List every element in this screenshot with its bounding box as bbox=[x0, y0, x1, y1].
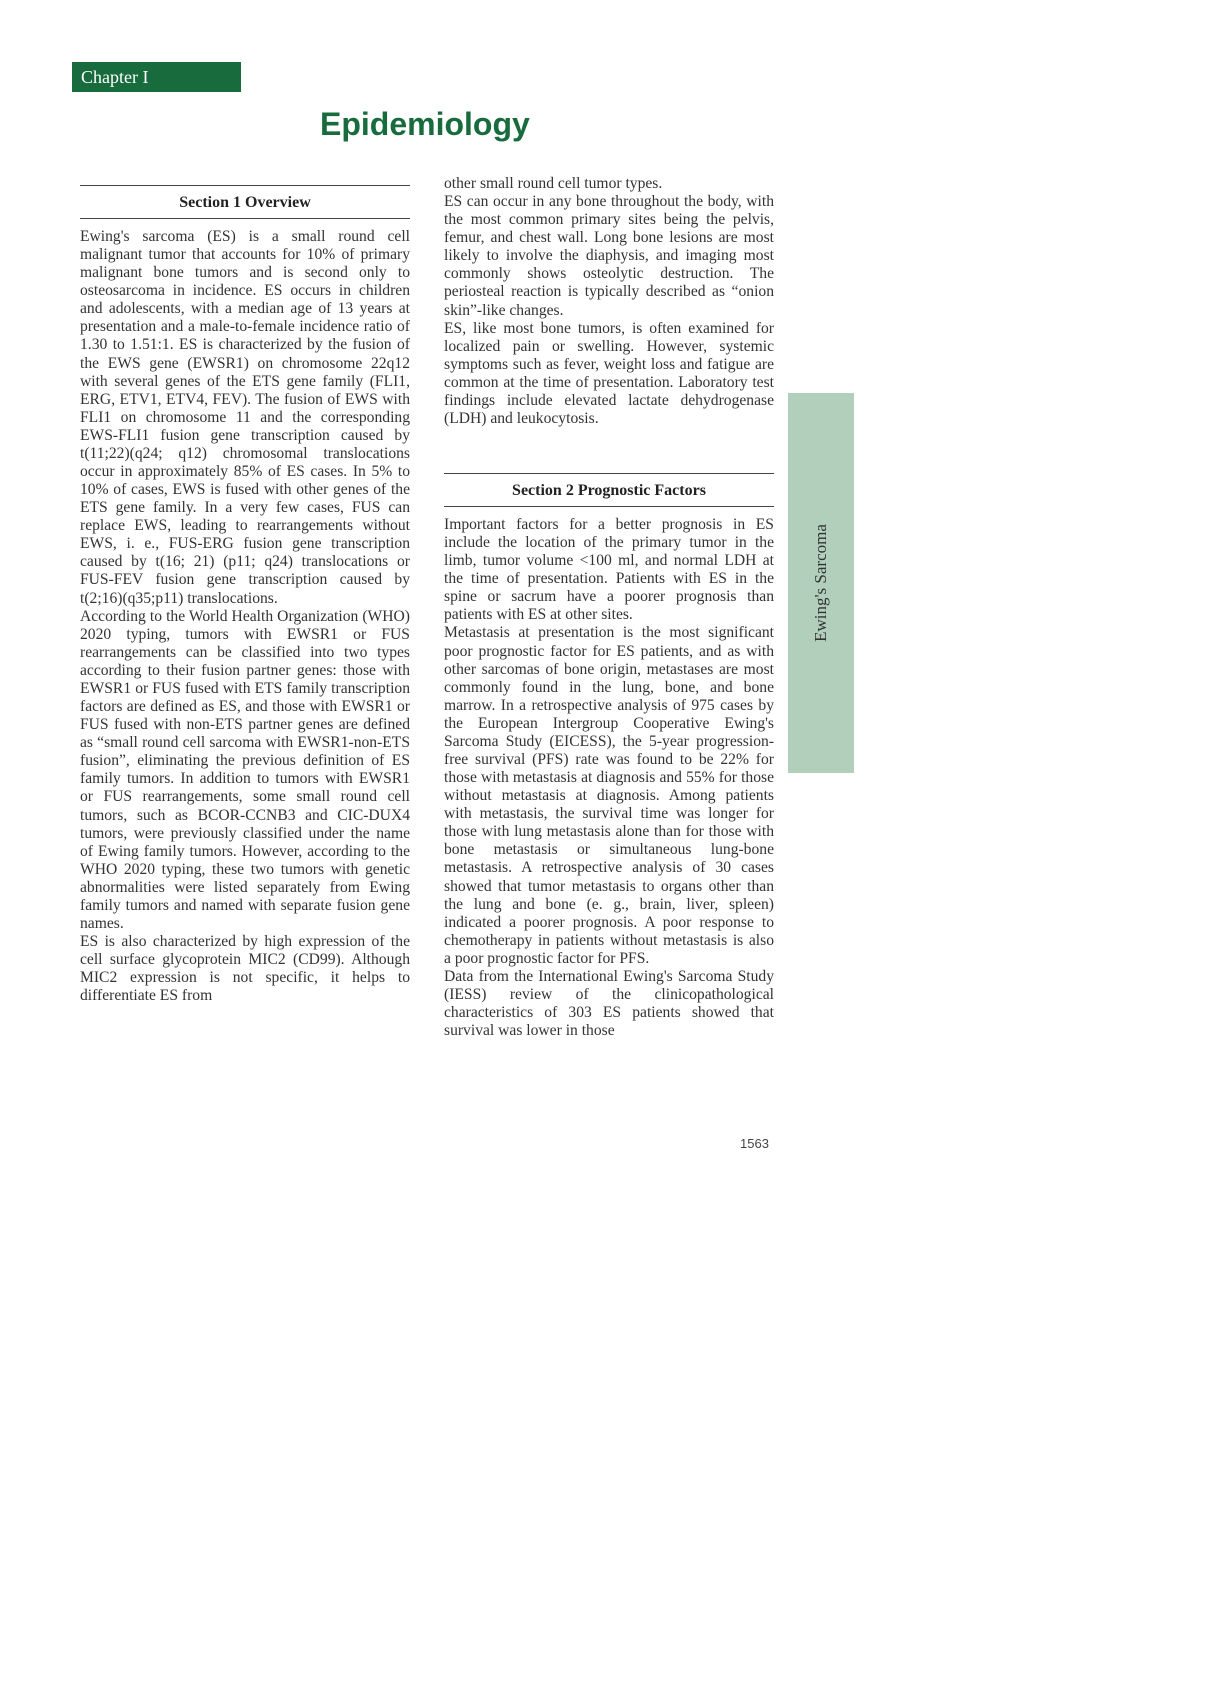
section-2-heading: Section 2 Prognostic Factors bbox=[444, 473, 774, 507]
paragraph: other small round cell tumor types. bbox=[444, 175, 663, 192]
side-tab-label: Ewing's Sarcoma bbox=[811, 524, 830, 642]
right-column bbox=[444, 175, 774, 428]
right-column-section-2 bbox=[444, 516, 774, 1040]
paragraph: Ewing's sarcoma (ES) is a small round cell malignant tumor that accounts for 10% of primary malignant bone tumors and is second only to osteosarcoma in incidence. ES occurs in children and adolescents, with a median age of 13 years at presentation and a male-to-female incidence ratio of 1.30 to 1.51:1. ES is characterized by the fusion of the EWS gene (EWSR1) on chromosome 22q12 with several genes of the ETS gene family (FLI1, ERG, ETV1, ETV4, FEV). The fusion of EWS with FLI1 on chromosome 11 and the corresponding EWS-FLI1 fusion gene transcription caused by t(11;22)(q24; q12) chromosomal translocations occur in approximately 85% of ES cases. In 5% to 10% of cases, EWS is fused with other genes of the ETS gene family. In a very few cases, FUS can replace EWS, leading to rearrangements without EWS, i. e., FUS-ERG fusion gene transcription caused by t(16; 21) (p11; q24) translocations or FUS-FEV fusion gene transcription caused by t(2;16)(q35;p11) translocations. bbox=[80, 228, 410, 607]
paragraph: Metastasis at presentation is the most significant poor prognostic factor for ES patients, and as with other sarcomas of bone origin, metastases are most commonly found in the lung, bone, and bone marrow. In a retrospective analysis of 975 cases by the European Intergroup Cooperative Ewing's Sarcoma Study (EICESS), the 5-year progression-free survival (PFS) rate was found to be 22% for those with metastasis at diagnosis and 55% for those without metastasis at diagnosis. Among patients with metastasis, the survival time was longer for those with lung metastasis alone than for those with bone metastasis or simultaneous lung-bone metastasis. A retrospective analysis of 30 cases showed that tumor metastasis to organs other than the lung and bone (e. g., brain, liver, spleen) indicated a poorer prognosis. A poor response to chemotherapy in patients without metastasis is also a poor prognostic factor for PFS. bbox=[444, 624, 774, 967]
paragraph: According to the World Health Organization (WHO) 2020 typing, tumors with EWSR1 or FUS rearrangements can be classified into two types according to their fusion partner genes: those with EWSR1 or FUS fused with ETS family transcription factors are defined as ES, and those with EWSR1 or FUS fused with non-ETS partner genes are defined as “small round cell sarcoma with EWSR1-non-ETS fusion”, eliminating the previous definition of ES family tumors. In addition to tumors with EWSR1 or FUS rearrangements, some small round cell tumors, such as BCOR-CCNB3 and CIC-DUX4 tumors, were previously classified under the name of Ewing family tumors. However, according to the WHO 2020 typing, these two tumors with genetic abnormalities were listed separately from Ewing family tumors and named with separate fusion gene names. bbox=[80, 607, 410, 932]
paragraph: Important factors for a better prognosis in ES include the location of the primary tumor in the limb, tumor volume <100 ml, and normal LDH at the time of presentation. Patients with ES in the spine or sacrum have a poorer prognosis than patients with ES at other sites. bbox=[444, 516, 774, 624]
left-column bbox=[80, 228, 410, 1005]
side-tab bbox=[788, 393, 854, 773]
paragraph: ES, like most bone tumors, is often examined for localized pain or swelling. However, systemic symptoms such as fever, weight loss and fatigue are common at the time of presentation. Laboratory test findings include elevated lactate dehydrogenase (LDH) and leukocytosis. bbox=[444, 319, 774, 428]
paragraph: ES can occur in any bone throughout the body, with the most common primary sites being the pelvis, femur, and chest wall. Long bone lesions are most likely to involve the diaphysis, and imaging most commonly shows osteolytic destruction. The periosteal reaction is typically described as “onion skin”-like changes. bbox=[444, 193, 774, 319]
paragraph: ES is also characterized by high expression of the cell surface glycoprotein MIC2 (CD99). Although MIC2 expression is not specific, it helps to differentiate ES from bbox=[80, 933, 410, 1005]
section-1-heading: Section 1 Overview bbox=[80, 185, 410, 219]
page-number: 1563 bbox=[740, 1136, 769, 1151]
paragraph: Data from the International Ewing's Sarcoma Study (IESS) review of the clinicopathological characteristics of 303 ES patients showed that survival was lower in those bbox=[444, 967, 774, 1040]
chapter-label: Chapter I bbox=[72, 62, 241, 92]
page-title: Epidemiology bbox=[320, 106, 530, 142]
